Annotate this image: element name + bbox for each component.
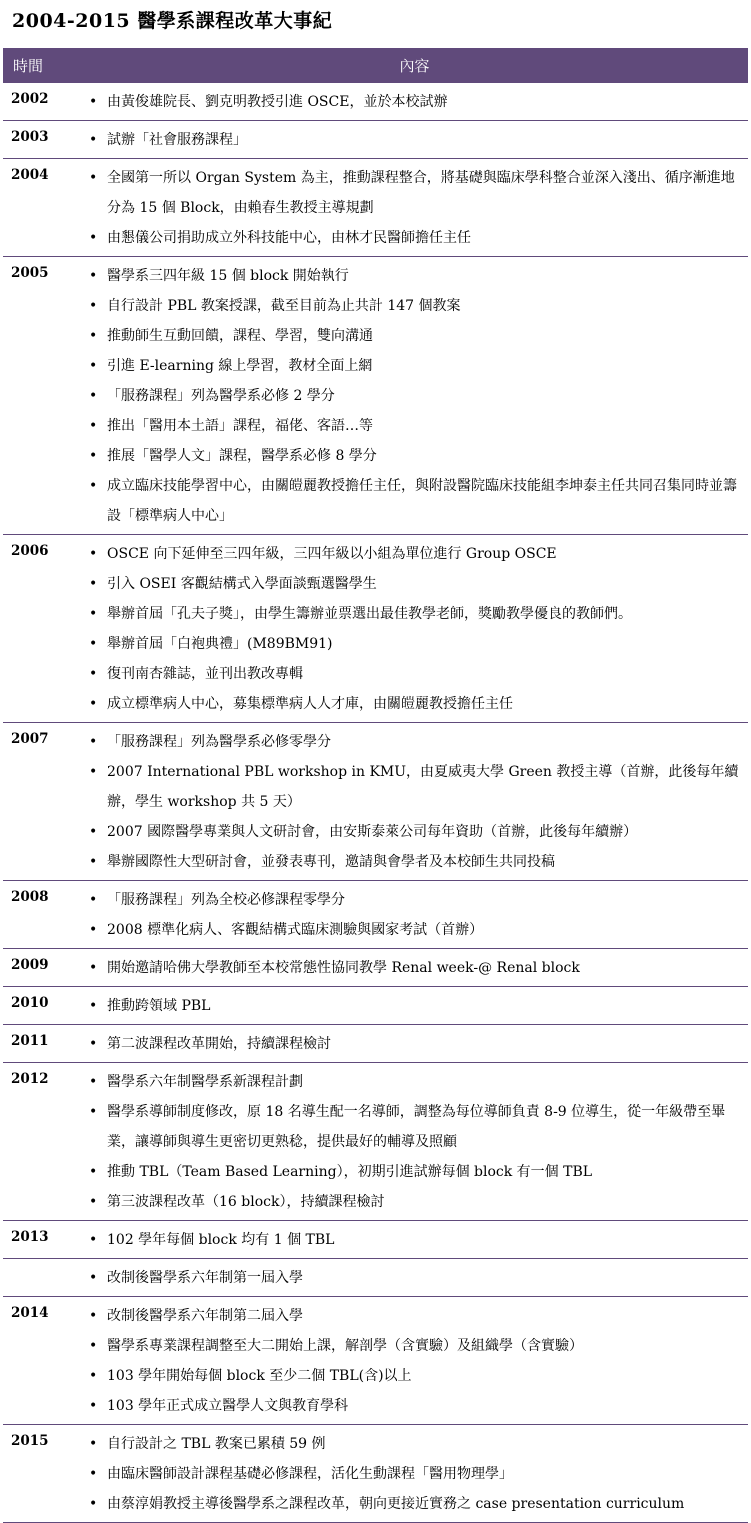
year-column-header: 時間: [3, 49, 81, 83]
event-item: • 由懇儀公司捐助成立外科技能中心，由林才民醫師擔任主任: [81, 223, 742, 253]
event-item: • 開始邀請哈佛大學教師至本校常態性協同教學 Renal week-@ Renal block: [81, 953, 742, 983]
event-item: • 推展「醫學人文」課程，醫學系必修 8 學分: [81, 441, 742, 471]
content-cell: [81, 949, 748, 987]
event-list: [81, 987, 748, 1024]
event-item: • 引入 OSEI 客觀結構式入學面談甄選醫學生: [81, 569, 742, 599]
event-list: [81, 1425, 748, 1522]
year-cell: 2009: [3, 949, 81, 987]
event-list: [81, 881, 748, 948]
event-item: • 醫學系導師制度修改，原 18 名導生配一名導師，調整為每位導師負責 8-9 位導生，從一年級帶至畢業，讓導師與導生更密切更熟稔，提供最好的輔導及照顧: [81, 1097, 742, 1157]
year-cell: 2014: [3, 1297, 81, 1425]
event-item: • 103 學年開始每個 block 至少二個 TBL(含)以上: [81, 1361, 742, 1391]
content-cell: [81, 1221, 748, 1259]
table-row: [3, 159, 748, 257]
table-row: [3, 949, 748, 987]
event-item: • 「服務課程」列為全校必修課程零學分: [81, 885, 742, 915]
table-row: [3, 1221, 748, 1259]
table-row: [3, 1025, 748, 1063]
table-row: [3, 723, 748, 881]
content-cell: [81, 257, 748, 535]
table-row: [3, 1425, 748, 1523]
year-cell: [3, 1259, 81, 1297]
event-item: • 103 學年正式成立醫學人文與教育學科: [81, 1391, 742, 1421]
timeline-table: [3, 48, 748, 1523]
year-cell: 2006: [3, 535, 81, 723]
event-list: [81, 1063, 748, 1220]
event-item: • 舉辦首屆「白袍典禮」(M89BM91): [81, 629, 742, 659]
event-list: [81, 535, 748, 722]
content-cell: [81, 159, 748, 257]
event-list: [81, 949, 748, 986]
event-item: • 第三波課程改革（16 block），持續課程檢討: [81, 1187, 742, 1217]
year-cell: 2005: [3, 257, 81, 535]
event-list: [81, 1259, 748, 1296]
event-item: • 成立臨床技能學習中心，由關皚麗教授擔任主任，與附設醫院臨床技能組李坤泰主任共同召集同時並籌設「標準病人中心」: [81, 471, 742, 531]
event-item: • 「服務課程」列為醫學系必修 2 學分: [81, 381, 742, 411]
event-item: • 102 學年每個 block 均有 1 個 TBL: [81, 1225, 742, 1255]
table-row: [3, 121, 748, 159]
table-row: [3, 535, 748, 723]
event-list: [81, 257, 748, 534]
event-item: • 試辦「社會服務課程」: [81, 125, 742, 155]
content-cell: [81, 83, 748, 121]
year-cell: 2003: [3, 121, 81, 159]
event-item: • 改制後醫學系六年制第一屆入學: [81, 1263, 742, 1293]
event-list: [81, 1025, 748, 1062]
event-item: • 自行設計之 TBL 教案已累積 59 例: [81, 1429, 742, 1459]
content-cell: [81, 987, 748, 1025]
event-item: • 全國第一所以 Organ System 為主，推動課程整合，將基礎與臨床學科整合並深入淺出、循序漸進地分為 15 個 Block，由賴春生教授主導規劃: [81, 163, 742, 223]
content-column-header: 內容: [81, 49, 748, 83]
event-item: • 2007 International PBL workshop in KMU，由夏威夷大學 Green 教授主導（首辦，此後每年續辦，學生 workshop 共 5 天）: [81, 757, 742, 817]
event-item: • 由蔡淳娟教授主導後醫學系之課程改革，朝向更接近實務之 case presentation curriculum: [81, 1489, 742, 1519]
event-item: • 推動 TBL（Team Based Learning），初期引進試辦每個 block 有一個 TBL: [81, 1157, 742, 1187]
event-item: • 2007 國際醫學專業與人文研討會，由安斯泰萊公司每年資助（首辦，此後每年續辦）: [81, 817, 742, 847]
event-item: • 「服務課程」列為醫學系必修零學分: [81, 727, 742, 757]
event-item: • 醫學系六年制醫學系新課程計劃: [81, 1067, 742, 1097]
event-item: • 自行設計 PBL 教案授課，截至目前為止共計 147 個教案: [81, 291, 742, 321]
event-item: • 由臨床醫師設計課程基礎必修課程，活化生動課程「醫用物理學」: [81, 1459, 742, 1489]
table-row: [3, 1297, 748, 1425]
event-list: [81, 121, 748, 158]
event-item: • 復刊南杏雜誌，並刊出教改專輯: [81, 659, 742, 689]
content-cell: [81, 1297, 748, 1425]
table-row: [3, 257, 748, 535]
year-cell: 2013: [3, 1221, 81, 1259]
event-item: • 第二波課程改革開始，持續課程檢討: [81, 1029, 742, 1059]
table-row: [3, 881, 748, 949]
event-item: • 引進 E-learning 線上學習，教材全面上網: [81, 351, 742, 381]
event-item: • 2008 標準化病人、客觀結構式臨床測驗與國家考試（首辦）: [81, 915, 742, 945]
content-cell: [81, 121, 748, 159]
content-cell: [81, 881, 748, 949]
event-list: [81, 83, 748, 120]
event-list: [81, 159, 748, 256]
content-cell: [81, 1259, 748, 1297]
table-row: [3, 83, 748, 121]
content-cell: [81, 535, 748, 723]
event-item: • 舉辦首屆「孔夫子獎」，由學生籌辦並票選出最佳教學老師，獎勵教學優良的教師們。: [81, 599, 742, 629]
event-item: • 推動跨領域 PBL: [81, 991, 742, 1021]
table-row: [3, 1259, 748, 1297]
content-cell: [81, 1025, 748, 1063]
year-cell: 2012: [3, 1063, 81, 1221]
page-title: 2004-2015 醫學系課程改革大事紀: [12, 10, 333, 32]
event-list: [81, 723, 748, 880]
event-item: • 推出「醫用本土語」課程，福佬、客語…等: [81, 411, 742, 441]
year-cell: 2008: [3, 881, 81, 949]
year-cell: 2002: [3, 83, 81, 121]
event-item: • 醫學系三四年級 15 個 block 開始執行: [81, 261, 742, 291]
event-item: • 推動師生互動回饋，課程、學習，雙向溝通: [81, 321, 742, 351]
content-cell: [81, 723, 748, 881]
event-item: • 成立標準病人中心，募集標準病人人才庫，由關皚麗教授擔任主任: [81, 689, 742, 719]
year-cell: 2007: [3, 723, 81, 881]
event-item: • 舉辦國際性大型研討會，並發表專刊，邀請與會學者及本校師生共同投稿: [81, 847, 742, 877]
event-item: • 醫學系專業課程調整至大二開始上課，解剖學（含實驗）及組織學（含實驗）: [81, 1331, 742, 1361]
content-cell: [81, 1063, 748, 1221]
event-list: [81, 1221, 748, 1258]
content-cell: [81, 1425, 748, 1523]
table-header-row: [3, 49, 748, 83]
event-item: • 改制後醫學系六年制第二屆入學: [81, 1301, 742, 1331]
year-cell: 2011: [3, 1025, 81, 1063]
year-cell: 2015: [3, 1425, 81, 1523]
year-cell: 2010: [3, 987, 81, 1025]
event-item: • OSCE 向下延伸至三四年級，三四年級以小組為單位進行 Group OSCE: [81, 539, 742, 569]
year-cell: 2004: [3, 159, 81, 257]
table-row: [3, 987, 748, 1025]
event-item: • 由黃俊雄院長、劉克明教授引進 OSCE，並於本校試辦: [81, 87, 742, 117]
timeline-body: [3, 83, 748, 1523]
event-list: [81, 1297, 748, 1424]
table-row: [3, 1063, 748, 1221]
